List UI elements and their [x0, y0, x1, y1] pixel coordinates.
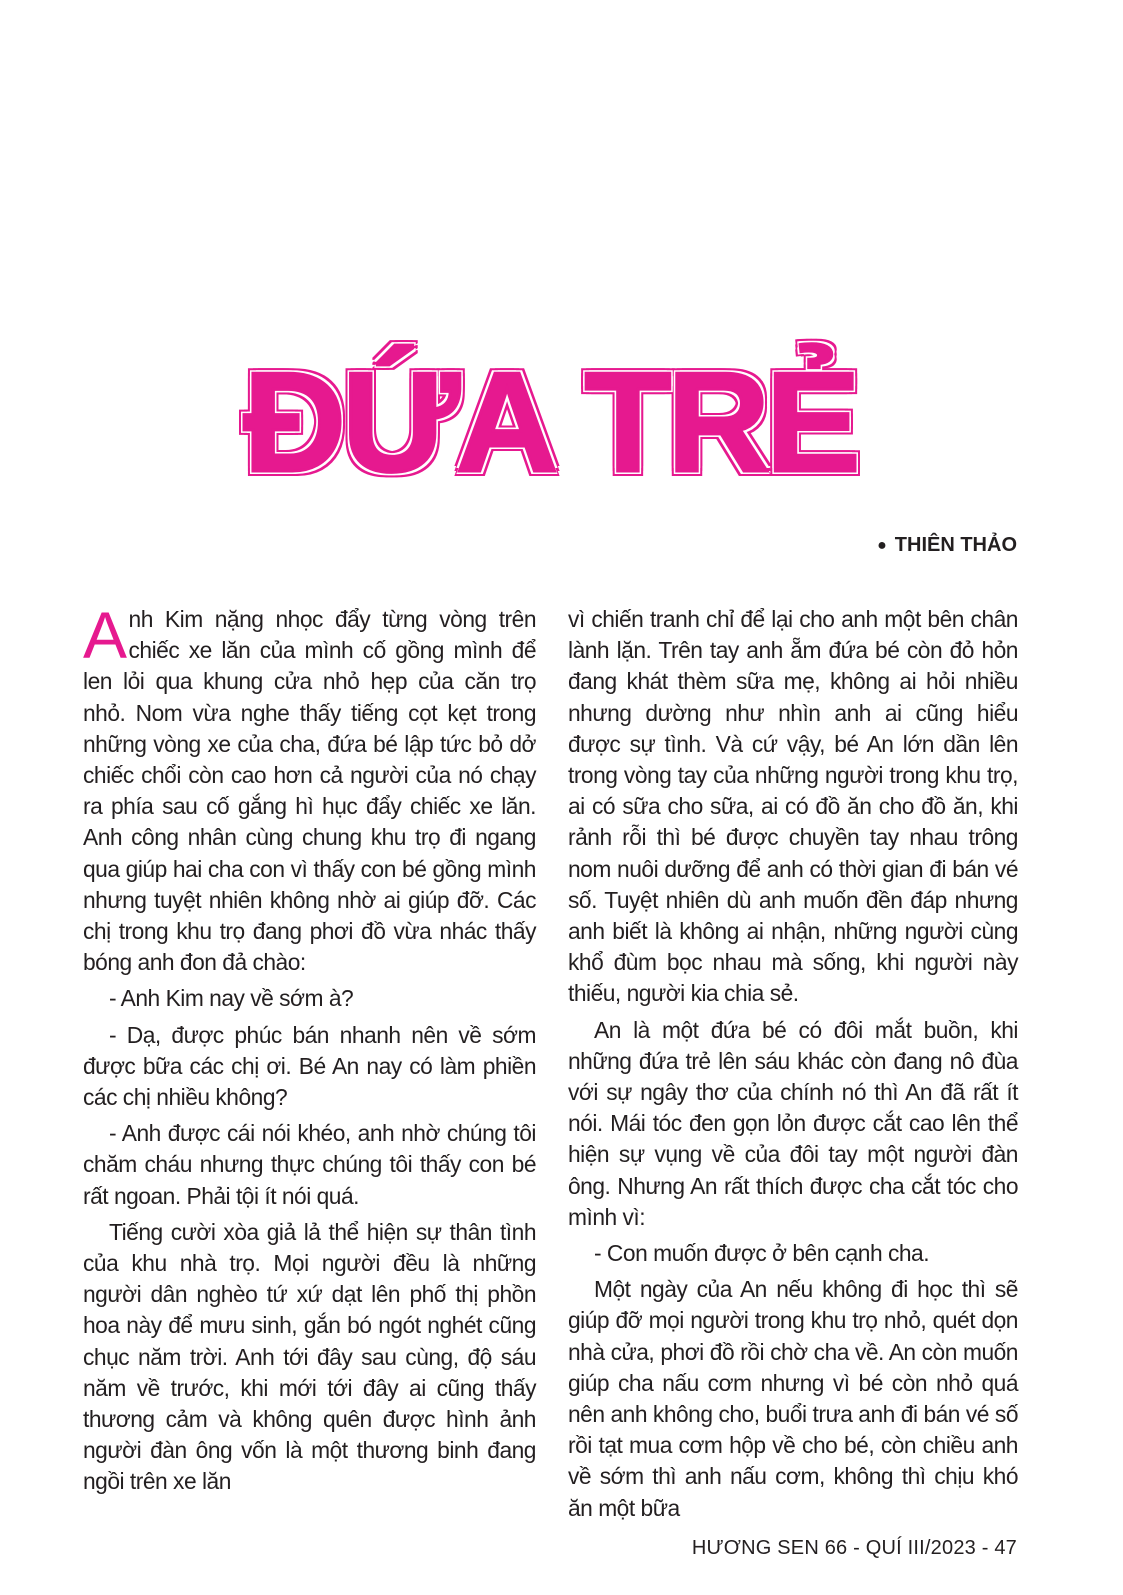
paragraph: - Anh Kim nay về sớm à? [109, 985, 354, 1012]
article-title: ĐỨA TRẺ [243, 343, 857, 502]
paragraph: Tiếng cười xòa giả lả thể hiện sự thân tình của khu nhà trọ. Mọi người đều là những người dân nghèo tứ xứ dạt lên phố thị phồn hoa này để mưu sinh, gắn bó ngót nghét cũng chục năm trời. Anh tới đây sau cùng, độ sáu năm về trước, khi mới tới đây ai cũng thấy thương cảm và không quên được hình ảnh người đàn ông vốn là một thương binh đang ngồi trên xe lăn [83, 1218, 536, 1495]
paragraph: - Dạ, được phúc bán nhanh nên về sớm được bữa các chị ơi. Bé An nay có làm phiền các chị nhiều không? [83, 1021, 536, 1111]
drop-cap: A [83, 598, 127, 672]
author-name: THIÊN THẢO [894, 534, 1017, 556]
bullet-icon: ● [877, 537, 887, 554]
right-column [568, 604, 1018, 1529]
page-footer: HƯƠNG SEN 66 - QUÍ III/2023 - 47 [691, 1537, 1017, 1559]
paragraph: - Con muốn được ở bên cạnh cha. [594, 1240, 930, 1267]
paragraph: Anh Kim nặng nhọc đẩy từng vòng trên chiếc xe lăn của mình cố gồng mình để len lỏi qua khung cửa nhỏ hẹp của căn trọ nhỏ. Nom vừa nghe thấy tiếng cọt kẹt trong những vòng xe của cha, đứa bé lập tức bỏ dở chiếc chổi còn cao hơn cả người của nó chạy ra phía sau cố gắng hì hục đẩy chiếc xe lăn. Anh công nhân cùng chung khu trọ đi ngang qua giúp hai cha con vì thấy con bé gồng mình nhưng tuyệt nhiên không nhờ ai giúp đỡ. Các chị trong khu trọ đang phơi đồ vừa nhác thấy bóng anh đon đả chào: [83, 598, 536, 976]
author-byline [877, 534, 1017, 557]
left-column [83, 598, 536, 1503]
paragraph: - Anh được cái nói khéo, anh nhờ chúng tôi chăm cháu nhưng thực chúng tôi thấy con bé rất ngoan. Phải tội ít nói quá. [83, 1120, 536, 1209]
paragraph: An là một đứa bé có đôi mắt buồn, khi những đứa trẻ lên sáu khác còn đang nô đùa với sự ngây thơ của chính nó thì An đã rất ít nói. Mái tóc đen gọn lỏn được cắt cao lên thể hiện sự vụng về của đôi tay một người đàn ông. Nhưng An rất thích được cha cắt tóc cho mình vì: [568, 1016, 1018, 1230]
paragraph: Một ngày của An nếu không đi học thì sẽ giúp đỡ mọi người trong khu trọ nhỏ, quét dọn nhà cửa, phơi đồ rồi chờ cha về. An còn muốn giúp cha nấu cơm nhưng vì bé còn nhỏ quá nên anh không cho, buổi trưa anh đi bán vé số rồi tạt mua cơm hộp về cho bé, còn chiều anh về sớm thì anh nấu cơm, không thì chịu khó ăn một bữa [568, 1276, 1018, 1521]
paragraph: vì chiến tranh chỉ để lại cho anh một bên chân lành lặn. Trên tay anh ẵm đứa bé còn đỏ hỏn đang khát thèm sữa mẹ, không ai hỏi nhiều nhưng dường như nhìn anh ai cũng hiểu được sự tình. Và cứ vậy, bé An lớn dần lên trong vòng tay của những người trong khu trọ, ai có sữa cho sữa, ai có đồ ăn cho đồ ăn, khi rảnh rỗi thì bé được chuyền tay nhau trông nom nuôi dưỡng để anh có thời gian đi bán vé số. Tuyệt nhiên dù anh muốn đền đáp nhưng anh biết là không ai nhận, những người cùng khổ đùm bọc nhau mà sống, khi người này thiếu, người kia chia sẻ. [568, 606, 1018, 1007]
